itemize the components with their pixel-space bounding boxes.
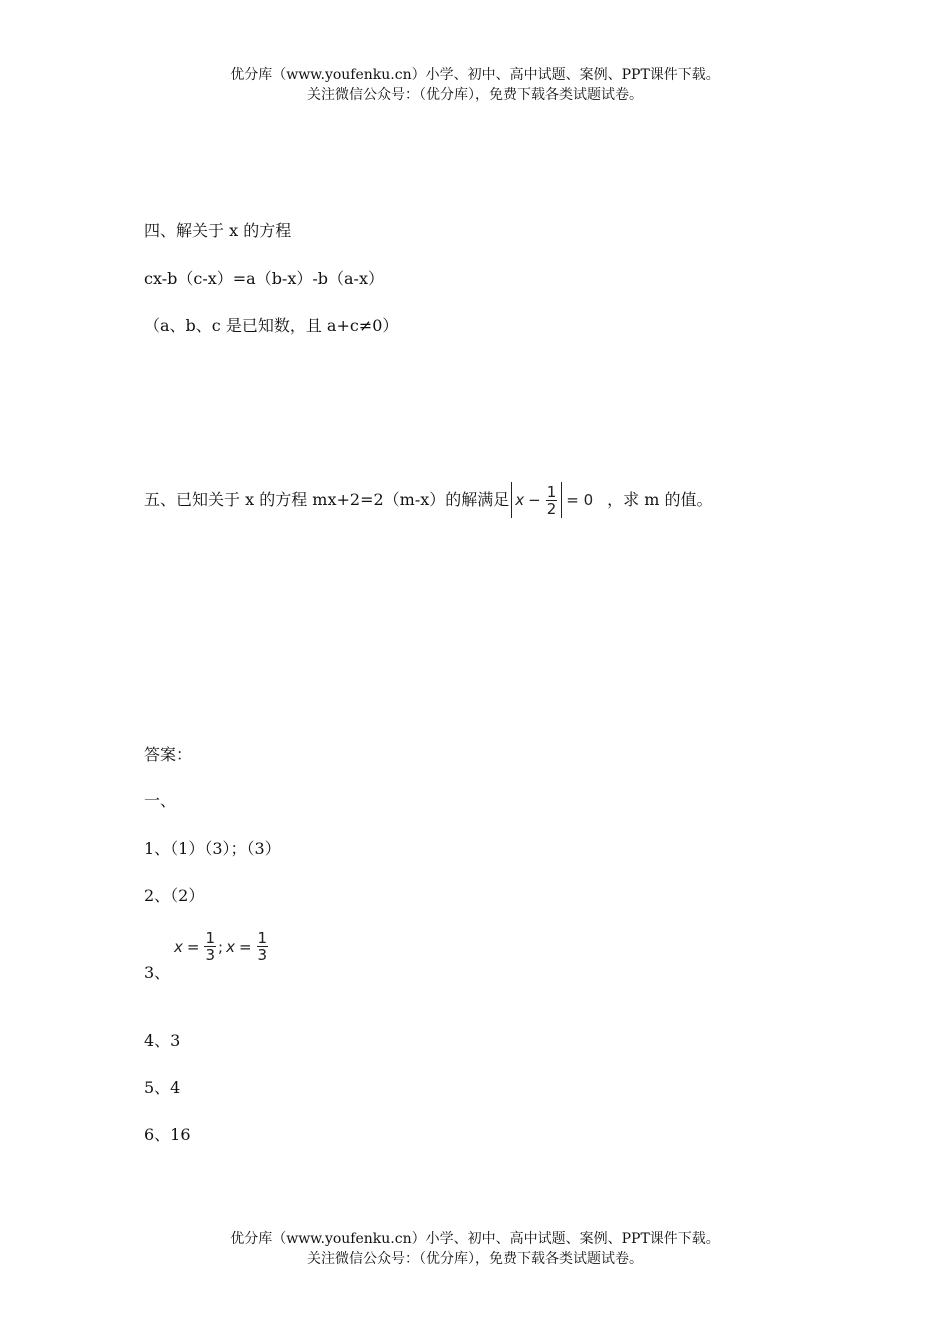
math-minus: − [528, 491, 541, 509]
section4-title: 四、解关于 x 的方程 [144, 221, 292, 240]
a3-fraction1 [204, 930, 216, 963]
answer-3-math [174, 930, 269, 963]
answer-2: 2、（2） [144, 886, 205, 905]
fraction-numerator: 1 [546, 482, 557, 501]
answer-3-label: 3、 [144, 963, 171, 982]
answers-heading: 答案： [144, 745, 193, 764]
abs-bar-right [561, 482, 562, 518]
a3-var1: x [174, 937, 183, 956]
math-equals-zero: = 0 [566, 491, 594, 509]
page-footer-line1: 优分库（www.youfenku.cn）小学、初中、高中试题、案例、PPT课件下载。 [230, 1231, 720, 1247]
abs-bar-left [511, 482, 512, 518]
a3-numerator2: 1 [257, 929, 268, 947]
section4-condition: （a、b、c 是已知数，且 a+c≠0） [144, 316, 399, 335]
section5-math-expression [511, 482, 607, 518]
a3-var2: x [226, 937, 235, 956]
a3-fraction2 [257, 930, 269, 963]
answer-6: 6、16 [144, 1125, 191, 1144]
answers-part1: 一、 [144, 791, 177, 810]
answer-5: 5、4 [144, 1078, 181, 1097]
section4-equation: cx-b（c-x）=a（b-x）-b（a-x） [144, 269, 384, 288]
a3-eq1: = [186, 937, 200, 956]
a3-separator: ; [218, 937, 224, 956]
answer-1: 1、（1）（3）；（3） [144, 839, 281, 858]
a3-numerator1: 1 [205, 929, 216, 947]
math-fraction [546, 484, 558, 517]
section5-text-after: ，求 m 的值。 [607, 490, 713, 509]
page-footer-line2: 关注微信公众号：（优分库），免费下载各类试题试卷。 [307, 1251, 643, 1267]
page-header-line2: 关注微信公众号：（优分库），免费下载各类试题试卷。 [307, 87, 643, 103]
fraction-denominator: 2 [546, 499, 557, 518]
answer-4: 4、3 [144, 1031, 181, 1050]
a3-eq2: = [238, 937, 252, 956]
page-header-line1: 优分库（www.youfenku.cn）小学、初中、高中试题、案例、PPT课件下载。 [230, 67, 720, 83]
a3-denominator1: 3 [205, 946, 216, 964]
section5-question [144, 470, 713, 530]
math-variable: x [515, 491, 525, 509]
a3-denominator2: 3 [257, 946, 268, 964]
section5-text-before: 五、已知关于 x 的方程 mx+2=2（m-x）的解满足 [144, 490, 510, 509]
